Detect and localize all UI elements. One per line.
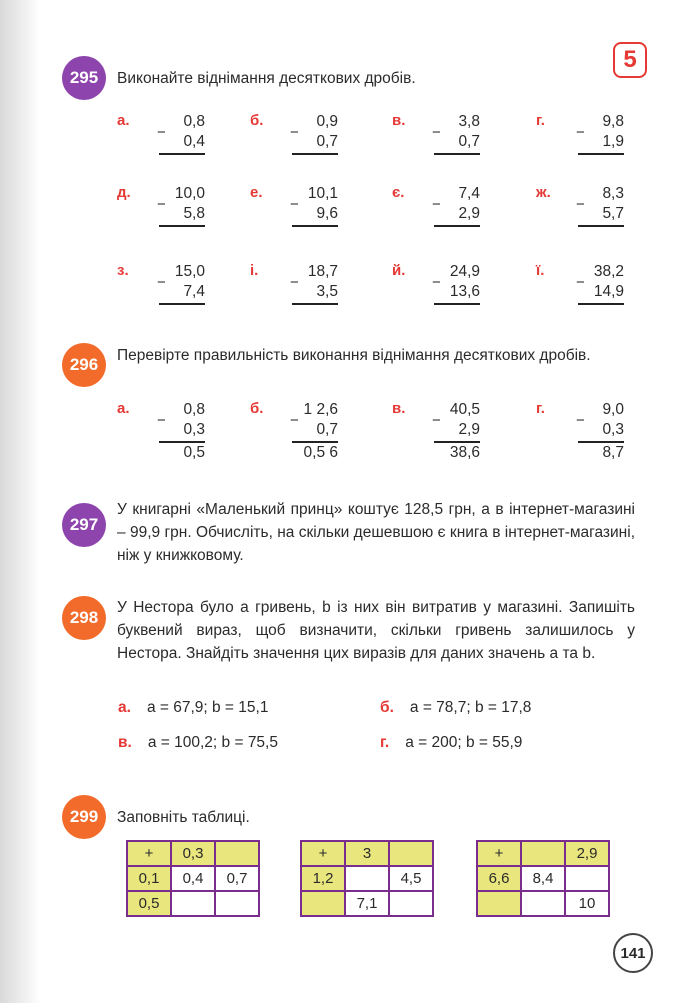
result-line xyxy=(292,303,338,305)
minus-sign: − xyxy=(157,412,166,429)
table-header-cell xyxy=(521,841,565,866)
exercise-letter: б. xyxy=(250,400,264,417)
table-header-cell xyxy=(389,841,433,866)
subtraction-column xyxy=(159,184,205,227)
result-line xyxy=(159,225,205,227)
subtrahend: 7,4 xyxy=(183,283,205,300)
subtraction-column xyxy=(434,400,480,463)
minus-sign: − xyxy=(432,196,441,213)
minuend: 24,9 xyxy=(449,263,480,280)
item-expression: a = 100,2; b = 75,5 xyxy=(147,734,278,751)
table-cell[interactable] xyxy=(215,891,259,916)
subtraction-column xyxy=(434,262,480,305)
item-letter: б. xyxy=(380,699,394,716)
minuend: 38,2 xyxy=(593,263,624,280)
subtrahend: 2,9 xyxy=(458,421,480,438)
minuend: 0,8 xyxy=(183,401,205,418)
subtrahend: 0,7 xyxy=(316,421,338,438)
table-cell[interactable]: 0,4 xyxy=(171,866,215,891)
table-cell[interactable]: 4,5 xyxy=(389,866,433,891)
result-line xyxy=(292,153,338,155)
table-row xyxy=(301,841,433,866)
minus-sign: − xyxy=(432,412,441,429)
difference: 8,7 xyxy=(602,444,624,461)
subtraction-column xyxy=(578,400,624,463)
minuend: 10,0 xyxy=(174,185,205,202)
subtraction-column xyxy=(292,262,338,305)
minuend: 3,8 xyxy=(458,113,480,130)
subtrahend: 2,9 xyxy=(458,205,480,222)
minus-sign: − xyxy=(432,124,441,141)
table-header-cell: + xyxy=(301,841,345,866)
table-row xyxy=(127,866,259,891)
result-line xyxy=(578,153,624,155)
subtrahend: 13,6 xyxy=(449,283,480,300)
exercise-letter: й. xyxy=(392,262,406,279)
table-row xyxy=(477,841,609,866)
result-line xyxy=(434,153,480,155)
table-header-cell xyxy=(301,891,345,916)
table-row xyxy=(127,841,259,866)
difference: 0,5 xyxy=(183,444,205,461)
page-number: 141 xyxy=(613,933,653,973)
minuend: 40,5 xyxy=(449,401,480,418)
table-row xyxy=(127,891,259,916)
subtraction-column xyxy=(292,184,338,227)
exercise-letter: є. xyxy=(392,184,405,201)
exercise-letter: а. xyxy=(117,112,130,129)
task-298-text: У Нестора було a гривень, b із них він витратив у магазині. Запишіть буквений вираз, щоб визначити, скільки гривень залишилось у Нестора. Знайдіть значення цих виразів для даних значень a та b. xyxy=(117,599,635,662)
exercise-letter: з. xyxy=(117,262,129,279)
task-298-item-a xyxy=(118,699,268,717)
minuend: 1 2,6 xyxy=(303,401,338,418)
table-header-cell xyxy=(215,841,259,866)
task-298-item-d xyxy=(380,734,522,752)
table-header-cell: 2,9 xyxy=(565,841,609,866)
table-cell[interactable] xyxy=(389,891,433,916)
subtrahend: 0,3 xyxy=(183,421,205,438)
task-296-number: 296 xyxy=(62,343,106,387)
subtrahend: 5,7 xyxy=(602,205,624,222)
fill-table-2 xyxy=(300,840,434,917)
result-line xyxy=(159,153,205,155)
page-gutter-shadow xyxy=(0,0,40,1003)
subtrahend: 0,3 xyxy=(602,421,624,438)
exercise-letter: б. xyxy=(250,112,264,129)
table-row xyxy=(301,891,433,916)
subtraction-column xyxy=(578,262,624,305)
minuend: 9,0 xyxy=(602,401,624,418)
difference: 0,5 6 xyxy=(303,444,338,461)
difference: 38,6 xyxy=(449,444,480,461)
minus-sign: − xyxy=(576,412,585,429)
minus-sign: − xyxy=(290,412,299,429)
minuend: 0,8 xyxy=(183,113,205,130)
task-295-number: 295 xyxy=(62,56,106,100)
table-cell[interactable]: 10 xyxy=(565,891,609,916)
exercise-letter: і. xyxy=(250,262,259,279)
result-line xyxy=(434,225,480,227)
table-cell[interactable] xyxy=(345,866,389,891)
exercise-letter: г. xyxy=(536,400,545,417)
item-letter: а. xyxy=(118,699,131,716)
subtraction-column xyxy=(434,112,480,155)
minuend: 0,9 xyxy=(316,113,338,130)
table-header-cell: 3 xyxy=(345,841,389,866)
task-299-number: 299 xyxy=(62,795,106,839)
table-row xyxy=(477,866,609,891)
chapter-badge: 5 xyxy=(613,42,647,78)
table-cell[interactable]: 7,1 xyxy=(345,891,389,916)
result-line xyxy=(159,303,205,305)
table-cell[interactable] xyxy=(565,866,609,891)
item-expression: a = 200; b = 55,9 xyxy=(405,734,523,751)
subtraction-column xyxy=(578,112,624,155)
minus-sign: − xyxy=(290,124,299,141)
minuend: 9,8 xyxy=(602,113,624,130)
minus-sign: − xyxy=(157,124,166,141)
subtraction-column xyxy=(159,400,205,463)
minus-sign: − xyxy=(576,196,585,213)
minuend: 10,1 xyxy=(307,185,338,202)
minus-sign: − xyxy=(576,124,585,141)
item-letter: в. xyxy=(118,734,132,751)
table-row xyxy=(301,866,433,891)
exercise-letter: в. xyxy=(392,400,406,417)
table-header-cell: 6,6 xyxy=(477,866,521,891)
result-line xyxy=(578,303,624,305)
fill-table-1 xyxy=(126,840,260,917)
exercise-letter: а. xyxy=(117,400,130,417)
minuend: 15,0 xyxy=(174,263,205,280)
subtrahend: 3,5 xyxy=(316,283,338,300)
subtrahend: 0,7 xyxy=(458,133,480,150)
task-295-text: Виконайте віднімання десяткових дробів. xyxy=(117,70,416,87)
subtraction-column xyxy=(578,184,624,227)
minus-sign: − xyxy=(157,196,166,213)
table-cell[interactable] xyxy=(521,891,565,916)
result-line xyxy=(292,225,338,227)
subtraction-column xyxy=(292,112,338,155)
task-298-item-c xyxy=(118,734,278,752)
table-header-cell: 1,2 xyxy=(301,866,345,891)
table-header-cell xyxy=(477,891,521,916)
item-expression: a = 67,9; b = 15,1 xyxy=(146,699,269,716)
fill-table-3 xyxy=(476,840,610,917)
subtrahend: 9,6 xyxy=(316,205,338,222)
minuend: 18,7 xyxy=(307,263,338,280)
minuend: 7,4 xyxy=(458,185,480,202)
minus-sign: − xyxy=(432,274,441,291)
subtrahend: 1,9 xyxy=(602,133,624,150)
subtrahend: 0,4 xyxy=(183,133,205,150)
task-299-text: Заповніть таблиці. xyxy=(117,809,250,826)
subtraction-column xyxy=(434,184,480,227)
table-cell[interactable]: 8,4 xyxy=(521,866,565,891)
exercise-letter: ї. xyxy=(536,262,545,279)
exercise-letter: г. xyxy=(536,112,545,129)
subtrahend: 14,9 xyxy=(593,283,624,300)
subtrahend: 0,7 xyxy=(316,133,338,150)
table-header-cell: + xyxy=(477,841,521,866)
subtrahend: 5,8 xyxy=(183,205,205,222)
minus-sign: − xyxy=(157,274,166,291)
table-header-cell: 0,5 xyxy=(127,891,171,916)
result-line xyxy=(578,225,624,227)
table-cell[interactable]: 0,7 xyxy=(215,866,259,891)
item-expression: a = 78,7; b = 17,8 xyxy=(409,699,532,716)
exercise-letter: ж. xyxy=(536,184,551,201)
minus-sign: − xyxy=(290,196,299,213)
task-296-text: Перевірте правильність виконання віднімання десяткових дробів. xyxy=(117,347,591,364)
table-row xyxy=(477,891,609,916)
exercise-letter: в. xyxy=(392,112,406,129)
subtraction-column xyxy=(159,262,205,305)
task-297-number: 297 xyxy=(62,503,106,547)
exercise-letter: е. xyxy=(250,184,263,201)
minus-sign: − xyxy=(290,274,299,291)
table-header-cell: 0,3 xyxy=(171,841,215,866)
minuend: 8,3 xyxy=(602,185,624,202)
minus-sign: − xyxy=(576,274,585,291)
subtraction-column xyxy=(292,400,338,463)
task-298-item-b xyxy=(380,699,531,717)
exercise-letter: д. xyxy=(117,184,131,201)
result-line xyxy=(434,303,480,305)
table-header-cell: + xyxy=(127,841,171,866)
task-297-text: У книгарні «Маленький принц» коштує 128,5 грн, а в інтернет-магазині – 99,9 грн. Обчисліть, на скільки дешевшою є книга в інтернет-магазині, ніж у книжковому. xyxy=(117,501,635,564)
table-header-cell: 0,1 xyxy=(127,866,171,891)
item-letter: г. xyxy=(380,734,390,751)
subtraction-column xyxy=(159,112,205,155)
task-298-number: 298 xyxy=(62,596,106,640)
table-cell[interactable] xyxy=(171,891,215,916)
